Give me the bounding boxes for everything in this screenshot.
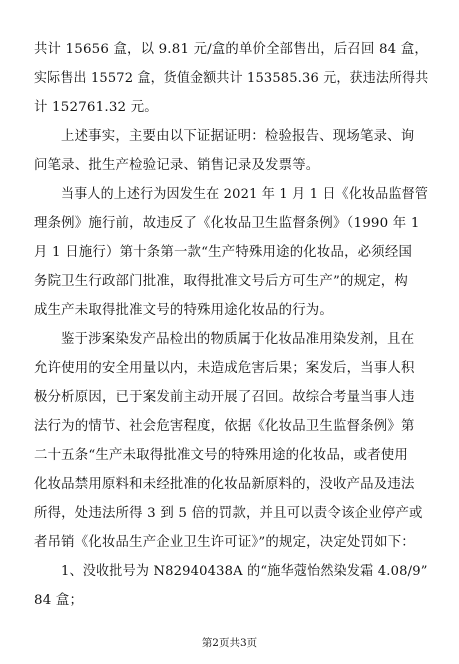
text-line-9: 务院卫生行政部门批准，取得批准文号后方可生产”的规定，构 xyxy=(34,274,408,289)
text-line-8: 月 1 日施行）第十条第一款“生产特殊用途的化妆品，必须经国 xyxy=(34,245,413,260)
text-line-6: 当事人的上述行为因发生在 2021 年 1 月 1 日《化妆品监督管 xyxy=(61,187,429,202)
text-line-7: 理条例》施行前，故违反了《化妆品卫生监督条例》（1990 年 1 xyxy=(34,216,420,231)
text-line-11: 鉴于涉案染发产品检出的物质属于化妆品准用染发剂，且在 xyxy=(61,332,415,347)
text-line-14: 法行为的情节、社会危害程度，依据《化妆品卫生监督条例》第 xyxy=(34,419,415,434)
text-line-10: 成生产未取得批准文号的特殊用途化妆品的行为。 xyxy=(34,303,333,318)
text-line-12: 允许使用的安全用量以内，未造成危害后果；案发后，当事人积 xyxy=(34,361,415,376)
text-line-18: 者吊销《化妆品生产企业卫生许可证》”的规定，决定处罚如下： xyxy=(34,535,415,550)
text-line-4: 上述事实，主要由以下证据证明：检验报告、现场笔录、询 xyxy=(61,129,415,144)
text-line-13: 极分析原因，已于案发前主动开展了召回。故综合考量当事人违 xyxy=(34,390,415,405)
text-line-19: 1、没收批号为 N82940438A 的“施华蔻怡然染发霜 4.08/9” xyxy=(61,564,428,579)
text-line-3: 计 152761.32 元。 xyxy=(34,100,158,115)
text-line-5: 问笔录、批生产检验记录、销售记录及发票等。 xyxy=(34,158,320,173)
text-line-20: 84 盒； xyxy=(34,593,84,608)
text-line-2: 实际售出 15572 盒，货值金额共计 153585.36 元，获违法所得共 xyxy=(34,71,429,86)
text-line-1: 共计 15656 盒，以 9.81 元/盒的单价全部售出，后召回 84 盒， xyxy=(34,42,428,57)
text-line-15: 二十五条“生产未取得批准文号的特殊用途的化妆品，或者使用 xyxy=(34,448,408,463)
text-line-16: 化妆品禁用原料和未经批准的化妆品新原料的，没收产品及违法 xyxy=(34,477,415,492)
text-line-17: 所得，处违法所得 3 到 5 倍的罚款，并且可以责令该企业停产或 xyxy=(34,506,423,521)
page-number-footer: 第2页共3页 xyxy=(201,637,258,649)
